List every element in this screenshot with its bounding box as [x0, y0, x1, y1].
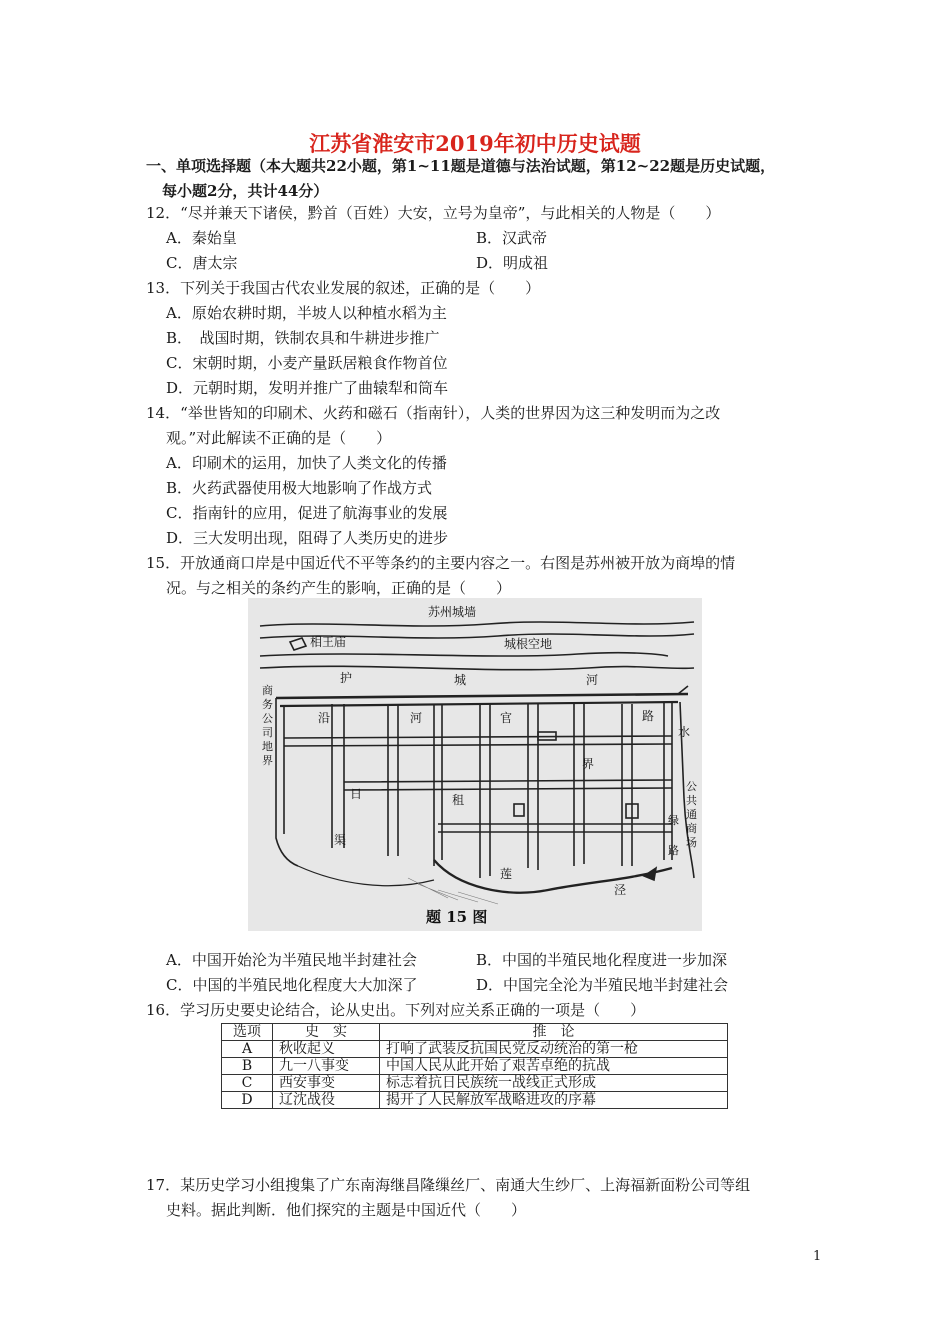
map-label-city-wall: 苏州城墙 — [428, 605, 477, 619]
table-cell: A — [222, 1041, 273, 1058]
map-label-road-1: 沿 — [318, 711, 331, 725]
q12-option-b: B．汉武帝 — [476, 229, 548, 247]
map-label-moat-3: 河 — [586, 673, 599, 687]
map-label-bottom-3: 泾 — [614, 883, 627, 897]
q15-stem-line1: 15．开放通商口岸是中国近代不平等条约的主要内容之一。右图是苏州被开放为商埠的情 — [146, 554, 736, 572]
map-label-public-2: 共 — [686, 794, 697, 807]
table-cell: 西安事变 — [273, 1075, 380, 1092]
map-label-concession-3: 界 — [582, 757, 595, 771]
table-header-option: 选项 — [222, 1024, 273, 1041]
q14-option-c: C．指南针的应用，促进了航海事业的发展 — [166, 504, 448, 522]
section-heading-line2: 每小题2分，共计44分） — [162, 182, 329, 200]
map-label-public-3: 通 — [686, 808, 697, 821]
map-label-bottom-2: 莲 — [500, 867, 513, 881]
map-label-boundary-5: 地 — [262, 740, 273, 753]
section-heading-line1: 一、单项选择题（本大题共22小题，第1~11题是道德与法治试题，第12~22题是历史试题， — [146, 157, 776, 175]
q17-stem-line2: 史料。据此判断．他们探究的主题是中国近代（ ） — [166, 1201, 527, 1219]
map-label-moat-2: 城 — [454, 673, 467, 687]
map-label-road-2: 河 — [410, 711, 423, 725]
map-label-boundary-6: 界 — [262, 754, 273, 767]
table-cell: 标志着抗日民族统一战线正式形成 — [380, 1075, 728, 1092]
page-number: 1 — [813, 1249, 822, 1264]
q14-stem-line1: 14．“举世皆知的印刷术、火药和磁石（指南针），人类的世界因为这三种发明而为之改 — [146, 404, 721, 422]
table-cell: 辽沈战役 — [273, 1092, 380, 1109]
q13-option-b: B． 战国时期，铁制农具和牛耕进步推广 — [166, 329, 440, 347]
q12-stem: 12．“尽并兼天下诸侯，黔首（百姓）大安，立号为皇帝”，与此相关的人物是（ ） — [146, 204, 721, 222]
q13-option-c: C．宋朝时期，小麦产量跃居粮食作物首位 — [166, 354, 448, 372]
map-label-road-3: 官 — [500, 711, 513, 725]
map-label-public-1: 公 — [686, 780, 697, 793]
q15-option-b: B．中国的半殖民地化程度进一步加深 — [476, 951, 728, 969]
river-road-line — [276, 694, 688, 698]
q13-option-a: A．原始农耕时期，半坡人以种植水稻为主 — [166, 304, 447, 322]
table-header-fact: 史 实 — [273, 1024, 380, 1041]
map-label-water: 水 — [678, 725, 691, 739]
q15-stem-line2: 况。与之相关的条约产生的影响，正确的是（ ） — [166, 579, 512, 597]
q14-stem-line2: 观。”对此解读不正确的是（ ） — [166, 429, 392, 447]
q12-option-d: D．明成祖 — [476, 254, 549, 272]
table-row — [222, 1041, 728, 1058]
temple-outline — [290, 638, 306, 650]
table-header-row — [222, 1024, 728, 1041]
q15-option-d: D．中国完全沦为半殖民地半封建社会 — [476, 976, 729, 994]
q14-option-b: B．火药武器使用极大地影响了作战方式 — [166, 479, 433, 497]
q16-stem: 16．学习历史要史论结合，论从史出。下列对应关系正确的一项是（ ） — [146, 1001, 646, 1019]
map-label-road-4: 路 — [642, 709, 655, 723]
suzhou-map-figure — [248, 598, 702, 931]
suzhou-map-drawing — [248, 598, 702, 931]
q15-option-a: A．中国开始沦为半殖民地半封建社会 — [166, 951, 417, 969]
q17-stem-line1: 17．某历史学习小组搜集了广东南海继昌隆缫丝厂、南通大生纱厂、上海福新面粉公司等组 — [146, 1176, 751, 1194]
map-label-concession-1: 日 — [350, 787, 363, 801]
map-label-boundary-2: 务 — [262, 698, 273, 711]
table-cell: 揭开了人民解放军战略进攻的序幕 — [380, 1092, 728, 1109]
map-label-right-road-1: 绿 — [668, 814, 679, 827]
table-cell: B — [222, 1058, 273, 1075]
q15-option-c: C．中国的半殖民地化程度大大加深了 — [166, 976, 418, 994]
map-caption: 题 15 图 — [426, 908, 488, 926]
q12-option-a: A．秦始皇 — [166, 229, 237, 247]
map-label-bottom-1: 渠 — [334, 833, 347, 847]
map-label-temple: 相王庙 — [310, 635, 347, 649]
map-label-public-5: 场 — [686, 836, 697, 849]
q16-table — [221, 1023, 728, 1109]
q14-option-a: A．印刷术的运用，加快了人类文化的传播 — [166, 454, 447, 472]
table-row — [222, 1092, 728, 1109]
table-cell: D — [222, 1092, 273, 1109]
section-heading — [146, 154, 826, 204]
map-label-boundary-3: 公 — [262, 712, 273, 725]
table-cell: C — [222, 1075, 273, 1092]
map-label-concession-2: 租 — [452, 793, 465, 807]
q12-option-c: C．唐太宗 — [166, 254, 238, 272]
q13-stem: 13．下列关于我国古代农业发展的叙述，正确的是（ ） — [146, 279, 541, 297]
q14-option-d: D．三大发明出现，阻碍了人类历史的进步 — [166, 529, 449, 547]
map-label-open-land: 城根空地 — [504, 637, 553, 651]
map-label-boundary-1: 商 — [262, 684, 273, 697]
table-cell: 秋收起义 — [273, 1041, 380, 1058]
table-cell: 打响了武装反抗国民党反动统治的第一枪 — [380, 1041, 728, 1058]
map-label-moat-1: 护 — [340, 671, 353, 685]
q13-option-d: D．元朝时期，发明并推广了曲辕犁和筒车 — [166, 379, 449, 397]
table-row — [222, 1075, 728, 1092]
map-label-boundary-4: 司 — [262, 726, 273, 739]
city-wall-line — [260, 622, 694, 626]
table-cell: 九一八事变 — [273, 1058, 380, 1075]
table-row — [222, 1058, 728, 1075]
table-cell: 中国人民从此开始了艰苦卓绝的抗战 — [380, 1058, 728, 1075]
page-title: 江苏省淮安市2019年初中历史试题 — [309, 131, 641, 156]
table-header-inference: 推 论 — [380, 1024, 728, 1041]
map-label-right-road-2: 路 — [668, 844, 679, 857]
map-label-public-4: 商 — [686, 822, 697, 835]
